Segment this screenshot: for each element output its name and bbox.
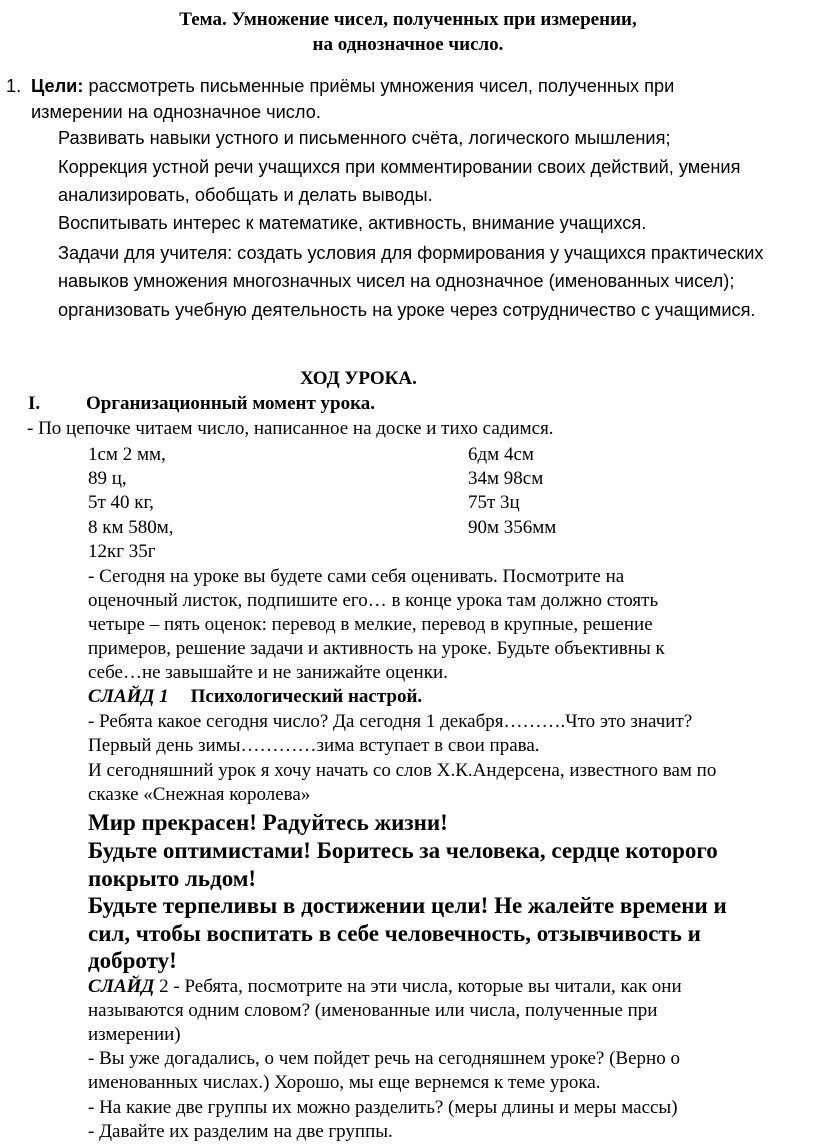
section-title: Организационный момент урока.	[86, 393, 376, 414]
quote-line-6: доброту!	[88, 948, 177, 973]
p2-line-3: И сегодняшний урок я хочу начать со слов Х.К.Андерсена, известного вам по	[88, 760, 717, 781]
lesson-heading: ХОД УРОКА.	[300, 368, 417, 389]
p3-line-4: именованных числах.) Хорошо, мы еще вернемся к теме урока.	[88, 1072, 601, 1093]
p2-line-1: - Ребята какое сегодня число? Да сегодня 1 декабря……….Что это значит?	[88, 711, 693, 732]
p3-line-1: называются одним словом? (именованные или числа, полученные при	[88, 1000, 658, 1021]
quote-line-1: Мир прекрасен! Радуйтесь жизни!	[88, 810, 448, 835]
p3-line-5: - На какие две группы их можно разделить? (меры длины и меры массы)	[88, 1097, 678, 1118]
number-left-2: 89 ц,	[88, 468, 127, 489]
slide2-label: СЛАЙД	[88, 976, 155, 997]
slide1-heading	[88, 686, 422, 708]
p2-line-4: сказке «Снежная королева»	[88, 784, 311, 805]
number-right-2: 34м 98см	[468, 468, 544, 489]
p3-line-3: - Вы уже догадались, о чем пойдет речь на сегодняшнем уроке? (Верно о	[88, 1048, 680, 1069]
p1-line-4: примеров, решение задачи и активность на уроке. Будьте объективны к	[88, 638, 665, 659]
slide2-text: 2 - Ребята, посмотрите на эти числа, которые вы читали, как они	[154, 976, 682, 997]
quote-line-2: Будьте оптимистами! Боритесь за человека, сердце которого	[88, 838, 718, 863]
goals-line-5: анализировать, обобщать и делать выводы.	[58, 185, 433, 205]
goals-line-2: измерении на однозначное число.	[31, 102, 321, 122]
page-title-line-1: Тема. Умножение чисел, полученных при измерении,	[179, 9, 637, 30]
goals-line-6: Воспитывать интерес к математике, активность, внимание учащихся.	[58, 213, 647, 233]
goals-line-9: организовать учебную деятельность на уроке через сотрудничество с учащимися.	[58, 300, 756, 320]
p1-line-5: себе…не завышайте и не занижайте оценки.	[88, 662, 448, 683]
quote-line-3: покрыто льдом!	[88, 866, 257, 891]
p1-line-3: четыре – пять оценок: перевод в мелкие, перевод в крупные, решение	[88, 614, 653, 635]
goals-label: Цели:	[31, 76, 84, 96]
quote-line-4: Будьте терпеливы в достижении цели! Не жалейте времени и	[88, 893, 727, 918]
goals-line-1	[31, 76, 674, 97]
number-right-3: 75т 3ц	[468, 492, 520, 513]
number-right-1: 6дм 4см	[468, 444, 534, 465]
page-title-line-2: на однозначное число.	[312, 34, 504, 55]
slide1-label: СЛАЙД 1	[88, 686, 169, 707]
number-right-4: 90м 356мм	[468, 517, 557, 538]
p1-line-1: - Сегодня на уроке вы будете сами себя оценивать. Посмотрите на	[88, 566, 625, 587]
slide1-title: Психологический настрой.	[190, 686, 423, 707]
intro-text: - По цепочке читаем число, написанное на доске и тихо садимся.	[27, 418, 554, 439]
number-left-1: 1см 2 мм,	[88, 444, 166, 465]
p2-line-2: Первый день зимы…………зима вступает в свои права.	[88, 735, 540, 756]
quote-line-5: сил, чтобы воспитать в себе человечность, отзывчивость и	[88, 921, 701, 946]
goals-line-7: Задачи для учителя: создать условия для формирования у учащихся практических	[58, 243, 764, 263]
goals-line-8: навыков умножения многозначных чисел на однозначное (именованных чисел);	[58, 271, 735, 291]
p1-line-2: оценочный листок, подпишите его… в конце урока там должно стоять	[88, 590, 659, 611]
goals-line-4: Коррекция устной речи учащихся при комментировании своих действий, умения	[58, 157, 741, 177]
goals-number: 1.	[6, 76, 22, 96]
number-left-5: 12кг 35г	[88, 541, 156, 562]
slide2-line	[88, 976, 682, 998]
p3-line-2: измерении)	[88, 1024, 181, 1045]
number-left-3: 5т 40 кг,	[88, 492, 154, 513]
number-left-4: 8 км 580м,	[88, 517, 174, 538]
goals-line-3: Развивать навыки устного и письменного счёта, логического мышления;	[58, 128, 671, 148]
p3-line-6: - Давайте их разделим на две группы.	[88, 1121, 393, 1142]
section-number: I.	[28, 393, 41, 414]
goals-text-1: рассмотреть письменные приёмы умножения чисел, полученных при	[83, 76, 675, 96]
